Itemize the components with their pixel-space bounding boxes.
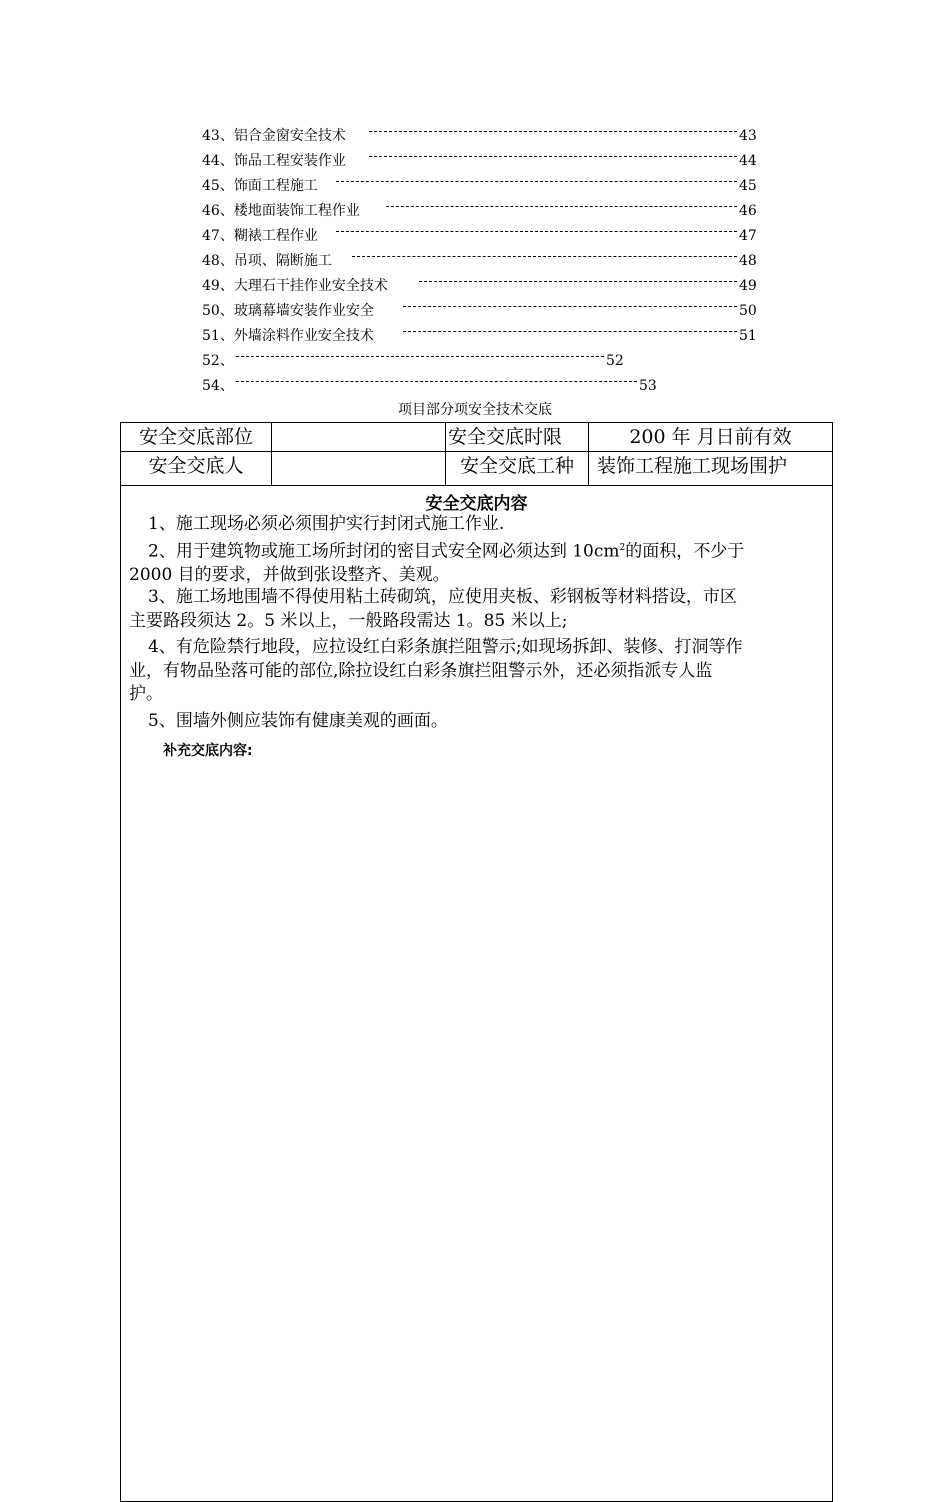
toc-item[interactable] xyxy=(202,276,762,301)
toc-item-page: 52 xyxy=(606,353,624,369)
dot-leader xyxy=(369,131,737,133)
toc-item[interactable] xyxy=(202,301,762,326)
toc-item-label: 44、饰品工程安装作业 xyxy=(202,153,346,169)
dot-leader xyxy=(336,181,737,183)
toc-item-page: 51 xyxy=(739,328,757,344)
person-field[interactable] xyxy=(272,451,446,485)
clause-5-text: 5、围墙外侧应装饰有健康美观的画面。 xyxy=(148,711,448,731)
type-field[interactable]: 装饰工程施工现场围护 xyxy=(597,455,788,477)
person-label: 安全交底人 xyxy=(121,451,272,485)
type-label: 安全交底工种 xyxy=(446,451,589,485)
toc-item-label: 54、 xyxy=(202,378,234,394)
location-field[interactable] xyxy=(272,423,446,451)
clause-5 xyxy=(129,710,826,734)
toc-item-label: 48、吊项、隔断施工 xyxy=(202,253,332,269)
clause-3 xyxy=(129,586,826,633)
toc-item[interactable] xyxy=(202,201,762,226)
toc-item[interactable] xyxy=(202,376,762,401)
location-label: 安全交底部位 xyxy=(121,423,272,451)
header-row-1 xyxy=(121,423,832,452)
toc-item[interactable] xyxy=(202,151,762,176)
superscript: 2 xyxy=(619,543,626,553)
toc-item-page: 48 xyxy=(739,253,757,269)
clause-1 xyxy=(129,513,826,537)
toc-item-label: 49、大理石干挂作业安全技术 xyxy=(202,278,388,294)
toc-item-label: 51、外墙涂料作业安全技术 xyxy=(202,328,374,344)
toc-item-label: 43、铝合金窗安全技术 xyxy=(202,128,346,144)
toc-item-label: 52、 xyxy=(202,353,234,369)
dot-leader xyxy=(336,231,737,233)
header-row-2 xyxy=(121,451,832,486)
toc-item-label: 45、饰面工程施工 xyxy=(202,178,318,194)
clause-2-text-b: 的面积，不少于 xyxy=(625,541,745,562)
clause-2 xyxy=(129,537,826,588)
document-title: 项目部分项安全技术交底 xyxy=(398,402,552,418)
table-of-contents xyxy=(202,126,762,401)
toc-item[interactable] xyxy=(202,326,762,351)
toc-item-page: 53 xyxy=(639,378,657,394)
clause-4 xyxy=(129,636,826,707)
toc-item[interactable] xyxy=(202,226,762,251)
toc-item-page: 45 xyxy=(739,178,757,194)
safety-briefing-form xyxy=(120,422,833,1502)
content-title: 安全交底内容 xyxy=(425,494,528,514)
dot-leader xyxy=(352,256,737,258)
toc-item-page: 43 xyxy=(739,128,757,144)
dot-leader xyxy=(419,281,737,283)
clause-1-text: 1、施工现场必须必须围护实行封闭式施工作业. xyxy=(148,514,505,534)
toc-item-label: 50、玻璃幕墙安装作业安全 xyxy=(202,303,374,319)
toc-item[interactable] xyxy=(202,251,762,276)
clause-2-text-a: 2、用于建筑物或施工场所封闭的密目式安全网必须达到 10cm xyxy=(148,541,620,562)
toc-item-page: 44 xyxy=(739,153,757,169)
toc-item-page: 46 xyxy=(739,203,757,219)
supplement-label: 补充交底内容: xyxy=(163,743,253,759)
clause-3-text-b: 主要路段须达 2。5 米以上，一般路段需达 1。85 米以上; xyxy=(129,610,568,631)
toc-item-label: 46、楼地面装饰工程作业 xyxy=(202,203,360,219)
clause-2-text-c: 2000 目的要求，并做到张设整齐、美观。 xyxy=(129,565,450,586)
dot-leader xyxy=(236,381,637,383)
toc-item[interactable] xyxy=(202,351,762,376)
clause-4-text-b: 业，有物品坠落可能的部位,除拉设红白彩条旗拦阻警示外，还必须指派专人监 xyxy=(129,660,713,681)
toc-item-page: 47 xyxy=(739,228,757,244)
dot-leader xyxy=(236,356,604,358)
deadline-label: 安全交底时限 xyxy=(446,423,589,451)
toc-item[interactable] xyxy=(202,176,762,201)
clause-3-text-a: 3、施工场地围墙不得使用粘土砖砌筑，应使用夹板、彩钢板等材料搭设，市区 xyxy=(148,587,737,607)
clause-4-text-c: 护。 xyxy=(129,684,163,704)
deadline-field[interactable]: 200 年 月日前有效 xyxy=(629,426,792,448)
clause-4-text-a: 4、有危险禁行地段，应拉设红白彩条旗拦阻警示;如现场拆卸、装修、打洞等作 xyxy=(148,637,743,657)
dot-leader xyxy=(369,156,737,158)
toc-item-page: 50 xyxy=(739,303,757,319)
toc-item-label: 47、糊裱工程作业 xyxy=(202,228,318,244)
toc-item[interactable] xyxy=(202,126,762,151)
dot-leader xyxy=(403,306,737,308)
dot-leader xyxy=(403,331,737,333)
toc-item-page: 49 xyxy=(739,278,757,294)
dot-leader xyxy=(386,206,737,208)
